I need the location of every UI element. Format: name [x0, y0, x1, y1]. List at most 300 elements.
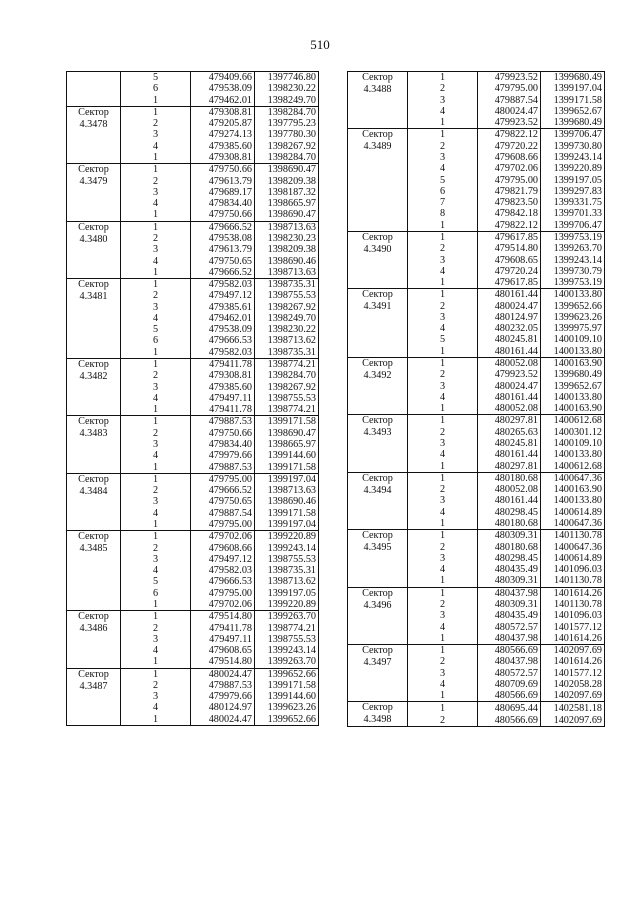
- y-coordinate: 1398284.70: [255, 106, 319, 118]
- point-number: 3: [121, 129, 191, 140]
- point-number: 1: [408, 277, 478, 289]
- x-coordinate: 479514.80: [478, 243, 541, 254]
- y-coordinate: 1398249.70: [255, 95, 319, 107]
- x-coordinate: 479795.00: [191, 588, 255, 599]
- point-number: 4: [121, 450, 191, 461]
- point-number: 1: [408, 220, 478, 232]
- point-number: 7: [408, 197, 478, 208]
- x-coordinate: 479514.80: [191, 611, 255, 623]
- x-coordinate: 480161.44: [478, 289, 541, 301]
- coordinates-table-left: [66, 71, 319, 726]
- x-coordinate: 479538.09: [191, 324, 255, 335]
- y-coordinate: 1402097.69: [541, 690, 605, 702]
- point-number: 3: [408, 610, 478, 621]
- x-coordinate: 479689.17: [191, 187, 255, 198]
- table-row: [67, 416, 319, 428]
- point-number: 2: [408, 656, 478, 667]
- x-coordinate: 480695.44: [478, 702, 541, 715]
- x-coordinate: 479666.53: [191, 335, 255, 346]
- point-number: 1: [408, 461, 478, 473]
- sector-label: Сектор 4.3496: [348, 587, 408, 644]
- point-number: 1: [408, 346, 478, 358]
- y-coordinate: 1399171.58: [255, 462, 319, 474]
- x-coordinate: 479822.12: [478, 129, 541, 141]
- sector-label: Сектор 4.3497: [348, 645, 408, 702]
- y-coordinate: 1399243.14: [255, 543, 319, 554]
- point-number: 3: [121, 244, 191, 255]
- y-coordinate: 1398230.22: [255, 324, 319, 335]
- y-coordinate: 1400133.80: [541, 289, 605, 301]
- x-coordinate: 479795.00: [478, 175, 541, 186]
- y-coordinate: 1401614.26: [541, 587, 605, 599]
- y-coordinate: 1399197.04: [255, 473, 319, 485]
- y-coordinate: 1398735.31: [255, 347, 319, 359]
- point-number: 1: [121, 347, 191, 359]
- y-coordinate: 1402581.18: [541, 702, 605, 715]
- table-row: [67, 668, 319, 680]
- table-row: [67, 531, 319, 543]
- point-number: 3: [121, 187, 191, 198]
- point-number: 2: [408, 427, 478, 438]
- y-coordinate: 1398755.53: [255, 634, 319, 645]
- point-number: 4: [408, 106, 478, 117]
- y-coordinate: 1399171.58: [255, 416, 319, 428]
- x-coordinate: 479608.66: [191, 543, 255, 554]
- y-coordinate: 1399243.14: [541, 255, 605, 266]
- y-coordinate: 1398284.70: [255, 152, 319, 164]
- point-number: 3: [408, 553, 478, 564]
- coordinates-table-right-body: [348, 72, 605, 727]
- x-coordinate: 479308.81: [191, 152, 255, 164]
- y-coordinate: 1402097.69: [541, 714, 605, 727]
- x-coordinate: 479538.08: [191, 233, 255, 244]
- point-number: 2: [121, 290, 191, 301]
- y-coordinate: 1398267.92: [255, 382, 319, 393]
- y-coordinate: 1400109.10: [541, 438, 605, 449]
- y-coordinate: 1400163.90: [541, 403, 605, 415]
- point-number: 5: [408, 175, 478, 186]
- point-number: 1: [408, 575, 478, 587]
- point-number: 6: [121, 335, 191, 346]
- coordinates-table-left-body: [67, 72, 319, 726]
- y-coordinate: 1398774.21: [255, 359, 319, 371]
- x-coordinate: 479979.66: [191, 450, 255, 461]
- y-coordinate: 1401130.78: [541, 575, 605, 587]
- point-number: 3: [408, 495, 478, 506]
- x-coordinate: 480265.63: [478, 427, 541, 438]
- y-coordinate: 1400614.89: [541, 507, 605, 518]
- point-number: 1: [408, 633, 478, 645]
- point-number: 2: [408, 83, 478, 94]
- y-coordinate: 1398713.63: [255, 221, 319, 233]
- y-coordinate: 1399730.80: [541, 141, 605, 152]
- point-number: 2: [408, 599, 478, 610]
- x-coordinate: 480435.49: [478, 610, 541, 621]
- y-coordinate: 1398735.31: [255, 565, 319, 576]
- point-number: 1: [121, 473, 191, 485]
- y-coordinate: 1399680.49: [541, 369, 605, 380]
- point-number: 1: [408, 472, 478, 484]
- x-coordinate: 479582.03: [191, 565, 255, 576]
- point-number: 2: [408, 484, 478, 495]
- point-number: 3: [408, 668, 478, 679]
- y-coordinate: 1400109.10: [541, 334, 605, 345]
- table-row: [67, 473, 319, 485]
- y-coordinate: 1398267.92: [255, 302, 319, 313]
- point-number: 4: [408, 622, 478, 633]
- point-number: 1: [408, 645, 478, 657]
- point-number: 4: [121, 393, 191, 404]
- point-number: 3: [408, 312, 478, 323]
- x-coordinate: 479538.09: [191, 83, 255, 94]
- y-coordinate: 1399975.97: [541, 323, 605, 334]
- point-number: 1: [121, 279, 191, 291]
- x-coordinate: 479582.03: [191, 279, 255, 291]
- x-coordinate: 479308.81: [191, 106, 255, 118]
- y-coordinate: 1400133.80: [541, 495, 605, 506]
- sector-label: Сектор 4.3484: [67, 473, 121, 530]
- point-number: 2: [121, 680, 191, 691]
- x-coordinate: 479887.54: [191, 508, 255, 519]
- table-row: [348, 472, 605, 484]
- point-number: 5: [408, 334, 478, 345]
- point-number: 4: [408, 564, 478, 575]
- x-coordinate: 479923.52: [478, 72, 541, 84]
- y-coordinate: 1399220.89: [255, 531, 319, 543]
- point-number: 1: [408, 690, 478, 702]
- x-coordinate: 480309.31: [478, 530, 541, 542]
- x-coordinate: 480124.97: [191, 702, 255, 713]
- point-number: 1: [408, 518, 478, 530]
- point-number: 1: [408, 289, 478, 301]
- y-coordinate: 1398209.38: [255, 244, 319, 255]
- point-number: 1: [121, 221, 191, 233]
- point-number: 3: [408, 381, 478, 392]
- sector-label: Сектор 4.3491: [348, 289, 408, 358]
- point-number: 4: [408, 266, 478, 277]
- sector-label: Сектор 4.3483: [67, 416, 121, 473]
- sector-label: Сектор 4.3481: [67, 279, 121, 359]
- x-coordinate: 480024.47: [191, 714, 255, 726]
- point-number: 2: [121, 370, 191, 381]
- y-coordinate: 1399331.75: [541, 197, 605, 208]
- x-coordinate: 480297.81: [478, 415, 541, 427]
- x-coordinate: 480566.69: [478, 690, 541, 702]
- y-coordinate: 1398187.32: [255, 187, 319, 198]
- point-number: 1: [408, 403, 478, 415]
- y-coordinate: 1398230.23: [255, 233, 319, 244]
- x-coordinate: 479617.85: [478, 231, 541, 243]
- x-coordinate: 480437.98: [478, 587, 541, 599]
- point-number: 2: [408, 714, 478, 727]
- point-number: 5: [121, 72, 191, 84]
- point-number: 4: [121, 256, 191, 267]
- point-number: 2: [121, 543, 191, 554]
- point-number: 5: [121, 576, 191, 587]
- y-coordinate: 1401614.26: [541, 656, 605, 667]
- y-coordinate: 1399144.60: [255, 691, 319, 702]
- y-coordinate: 1398230.22: [255, 83, 319, 94]
- y-coordinate: 1402058.28: [541, 679, 605, 690]
- x-coordinate: 480572.57: [478, 622, 541, 633]
- y-coordinate: 1399680.49: [541, 72, 605, 84]
- x-coordinate: 479795.00: [478, 83, 541, 94]
- y-coordinate: 1399652.67: [541, 381, 605, 392]
- sector-label: Сектор 4.3479: [67, 164, 121, 221]
- point-number: 1: [121, 611, 191, 623]
- sector-label: Сектор 4.3494: [348, 472, 408, 529]
- y-coordinate: 1399197.05: [255, 588, 319, 599]
- point-number: 4: [121, 198, 191, 209]
- x-coordinate: 480232.05: [478, 323, 541, 334]
- y-coordinate: 1398665.97: [255, 439, 319, 450]
- y-coordinate: 1400133.80: [541, 346, 605, 358]
- y-coordinate: 1399197.05: [541, 175, 605, 186]
- y-coordinate: 1399171.58: [255, 508, 319, 519]
- y-coordinate: 1399652.66: [255, 668, 319, 680]
- x-coordinate: 479411.78: [191, 359, 255, 371]
- point-number: 4: [408, 323, 478, 334]
- table-row: [67, 359, 319, 371]
- point-number: 3: [121, 302, 191, 313]
- y-coordinate: 1398690.47: [255, 428, 319, 439]
- y-coordinate: 1401130.78: [541, 599, 605, 610]
- x-coordinate: 480566.69: [478, 714, 541, 727]
- sector-label: Сектор 4.3495: [348, 530, 408, 587]
- x-coordinate: 479887.53: [191, 680, 255, 691]
- x-coordinate: 479750.65: [191, 256, 255, 267]
- sector-label: Сектор 4.3488: [348, 72, 408, 129]
- y-coordinate: 1400133.80: [541, 392, 605, 403]
- y-coordinate: 1399220.89: [255, 599, 319, 611]
- y-coordinate: 1400163.90: [541, 484, 605, 495]
- x-coordinate: 480052.08: [478, 484, 541, 495]
- point-number: 4: [408, 507, 478, 518]
- table-row: [348, 530, 605, 542]
- y-coordinate: 1399144.60: [255, 450, 319, 461]
- y-coordinate: 1397780.30: [255, 129, 319, 140]
- point-number: 1: [121, 462, 191, 474]
- point-number: 3: [121, 439, 191, 450]
- y-coordinate: 1400612.68: [541, 461, 605, 473]
- x-coordinate: 480024.47: [191, 668, 255, 680]
- y-coordinate: 1398713.62: [255, 576, 319, 587]
- point-number: 3: [408, 152, 478, 163]
- table-row: [67, 72, 319, 84]
- point-number: 1: [121, 152, 191, 164]
- y-coordinate: 1399652.67: [541, 106, 605, 117]
- point-number: 1: [121, 106, 191, 118]
- point-number: 5: [121, 324, 191, 335]
- y-coordinate: 1399623.26: [541, 312, 605, 323]
- x-coordinate: 479821.79: [478, 186, 541, 197]
- table-row: [348, 289, 605, 301]
- y-coordinate: 1398690.46: [255, 256, 319, 267]
- x-coordinate: 480052.08: [478, 358, 541, 370]
- y-coordinate: 1399297.83: [541, 186, 605, 197]
- y-coordinate: 1398755.53: [255, 393, 319, 404]
- x-coordinate: 480161.44: [478, 346, 541, 358]
- table-row: [348, 645, 605, 657]
- point-number: 1: [121, 416, 191, 428]
- table-row: [67, 164, 319, 176]
- point-number: 4: [408, 163, 478, 174]
- table-row: [348, 129, 605, 141]
- y-coordinate: 1398774.21: [255, 623, 319, 634]
- y-coordinate: 1400647.36: [541, 518, 605, 530]
- point-number: 4: [121, 565, 191, 576]
- x-coordinate: 479613.79: [191, 244, 255, 255]
- x-coordinate: 480024.47: [478, 301, 541, 312]
- point-number: 3: [121, 554, 191, 565]
- x-coordinate: 479666.52: [191, 221, 255, 233]
- x-coordinate: 480245.81: [478, 334, 541, 345]
- point-number: 1: [121, 531, 191, 543]
- x-coordinate: 479702.06: [191, 599, 255, 611]
- x-coordinate: 479608.65: [478, 255, 541, 266]
- y-coordinate: 1398755.53: [255, 290, 319, 301]
- point-number: 1: [121, 599, 191, 611]
- x-coordinate: 479582.03: [191, 347, 255, 359]
- y-coordinate: 1398755.53: [255, 554, 319, 565]
- y-coordinate: 1398284.70: [255, 370, 319, 381]
- y-coordinate: 1399753.19: [541, 277, 605, 289]
- point-number: 2: [408, 243, 478, 254]
- x-coordinate: 479887.53: [191, 416, 255, 428]
- y-coordinate: 1399652.66: [541, 301, 605, 312]
- point-number: 3: [121, 691, 191, 702]
- table-row: [348, 231, 605, 243]
- y-coordinate: 1400614.89: [541, 553, 605, 564]
- x-coordinate: 480245.81: [478, 438, 541, 449]
- x-coordinate: 480024.47: [478, 381, 541, 392]
- x-coordinate: 479274.13: [191, 129, 255, 140]
- y-coordinate: 1398690.47: [255, 209, 319, 221]
- y-coordinate: 1399753.19: [541, 231, 605, 243]
- point-number: 6: [121, 83, 191, 94]
- x-coordinate: 479750.66: [191, 164, 255, 176]
- point-number: 8: [408, 208, 478, 219]
- x-coordinate: 479462.01: [191, 95, 255, 107]
- y-coordinate: 1399623.26: [255, 702, 319, 713]
- x-coordinate: 479702.06: [191, 531, 255, 543]
- y-coordinate: 1399701.33: [541, 208, 605, 219]
- y-coordinate: 1398735.31: [255, 279, 319, 291]
- x-coordinate: 480437.98: [478, 633, 541, 645]
- x-coordinate: 480309.31: [478, 575, 541, 587]
- point-number: 1: [121, 164, 191, 176]
- y-coordinate: 1401577.12: [541, 668, 605, 679]
- point-number: 4: [121, 508, 191, 519]
- x-coordinate: 480180.68: [478, 518, 541, 530]
- y-coordinate: 1399680.49: [541, 117, 605, 129]
- x-coordinate: 479823.50: [478, 197, 541, 208]
- sector-label: Сектор 4.3489: [348, 129, 408, 232]
- x-coordinate: 479887.53: [191, 462, 255, 474]
- x-coordinate: 479750.66: [191, 209, 255, 221]
- y-coordinate: 1398665.97: [255, 198, 319, 209]
- y-coordinate: 1399706.47: [541, 129, 605, 141]
- x-coordinate: 480709.69: [478, 679, 541, 690]
- coordinates-table-right: [347, 71, 605, 727]
- point-number: 1: [408, 530, 478, 542]
- point-number: 4: [121, 702, 191, 713]
- point-number: 2: [121, 623, 191, 634]
- y-coordinate: 1401096.03: [541, 610, 605, 621]
- point-number: 1: [121, 668, 191, 680]
- table-row: [348, 702, 605, 715]
- point-number: 2: [408, 369, 478, 380]
- x-coordinate: 479411.78: [191, 404, 255, 416]
- x-coordinate: 479617.85: [478, 277, 541, 289]
- x-coordinate: 479795.00: [191, 473, 255, 485]
- y-coordinate: 1400301.12: [541, 427, 605, 438]
- y-coordinate: 1398774.21: [255, 404, 319, 416]
- point-number: 1: [408, 231, 478, 243]
- x-coordinate: 479385.60: [191, 382, 255, 393]
- x-coordinate: 479666.53: [191, 576, 255, 587]
- point-number: 2: [121, 118, 191, 129]
- x-coordinate: 479822.12: [478, 220, 541, 232]
- x-coordinate: 480161.44: [478, 449, 541, 460]
- point-number: 1: [121, 404, 191, 416]
- x-coordinate: 480298.45: [478, 507, 541, 518]
- point-number: 3: [121, 382, 191, 393]
- point-number: 1: [408, 415, 478, 427]
- x-coordinate: 479887.54: [478, 95, 541, 106]
- table-row: [348, 587, 605, 599]
- point-number: 2: [408, 141, 478, 152]
- sector-label: Сектор 4.3487: [67, 668, 121, 725]
- point-number: 1: [408, 117, 478, 129]
- x-coordinate: 480052.08: [478, 403, 541, 415]
- x-coordinate: 479834.40: [191, 439, 255, 450]
- point-number: 1: [121, 95, 191, 107]
- y-coordinate: 1401096.03: [541, 564, 605, 575]
- y-coordinate: 1399706.47: [541, 220, 605, 232]
- page-number: 510: [310, 37, 330, 52]
- table-row: [67, 279, 319, 291]
- x-coordinate: 480180.68: [478, 472, 541, 484]
- x-coordinate: 479514.80: [191, 656, 255, 668]
- sector-label: Сектор 4.3478: [67, 106, 121, 163]
- x-coordinate: 479462.01: [191, 313, 255, 324]
- point-number: 1: [121, 267, 191, 279]
- x-coordinate: 479385.60: [191, 141, 255, 152]
- x-coordinate: 479608.65: [191, 645, 255, 656]
- point-number: 2: [121, 176, 191, 187]
- point-number: 3: [121, 634, 191, 645]
- point-number: 4: [408, 392, 478, 403]
- point-number: 1: [121, 714, 191, 726]
- table-row: [348, 72, 605, 84]
- table-row: [348, 415, 605, 427]
- point-number: 6: [121, 588, 191, 599]
- y-coordinate: 1399263.70: [541, 243, 605, 254]
- y-coordinate: 1398267.92: [255, 141, 319, 152]
- y-coordinate: 1397746.80: [255, 72, 319, 84]
- y-coordinate: 1399197.04: [255, 519, 319, 531]
- x-coordinate: 480435.49: [478, 564, 541, 575]
- point-number: 3: [408, 95, 478, 106]
- y-coordinate: 1399730.79: [541, 266, 605, 277]
- point-number: 3: [408, 438, 478, 449]
- x-coordinate: 479720.24: [478, 266, 541, 277]
- y-coordinate: 1398713.62: [255, 335, 319, 346]
- x-coordinate: 480437.98: [478, 656, 541, 667]
- x-coordinate: 479834.40: [191, 198, 255, 209]
- x-coordinate: 479795.00: [191, 519, 255, 531]
